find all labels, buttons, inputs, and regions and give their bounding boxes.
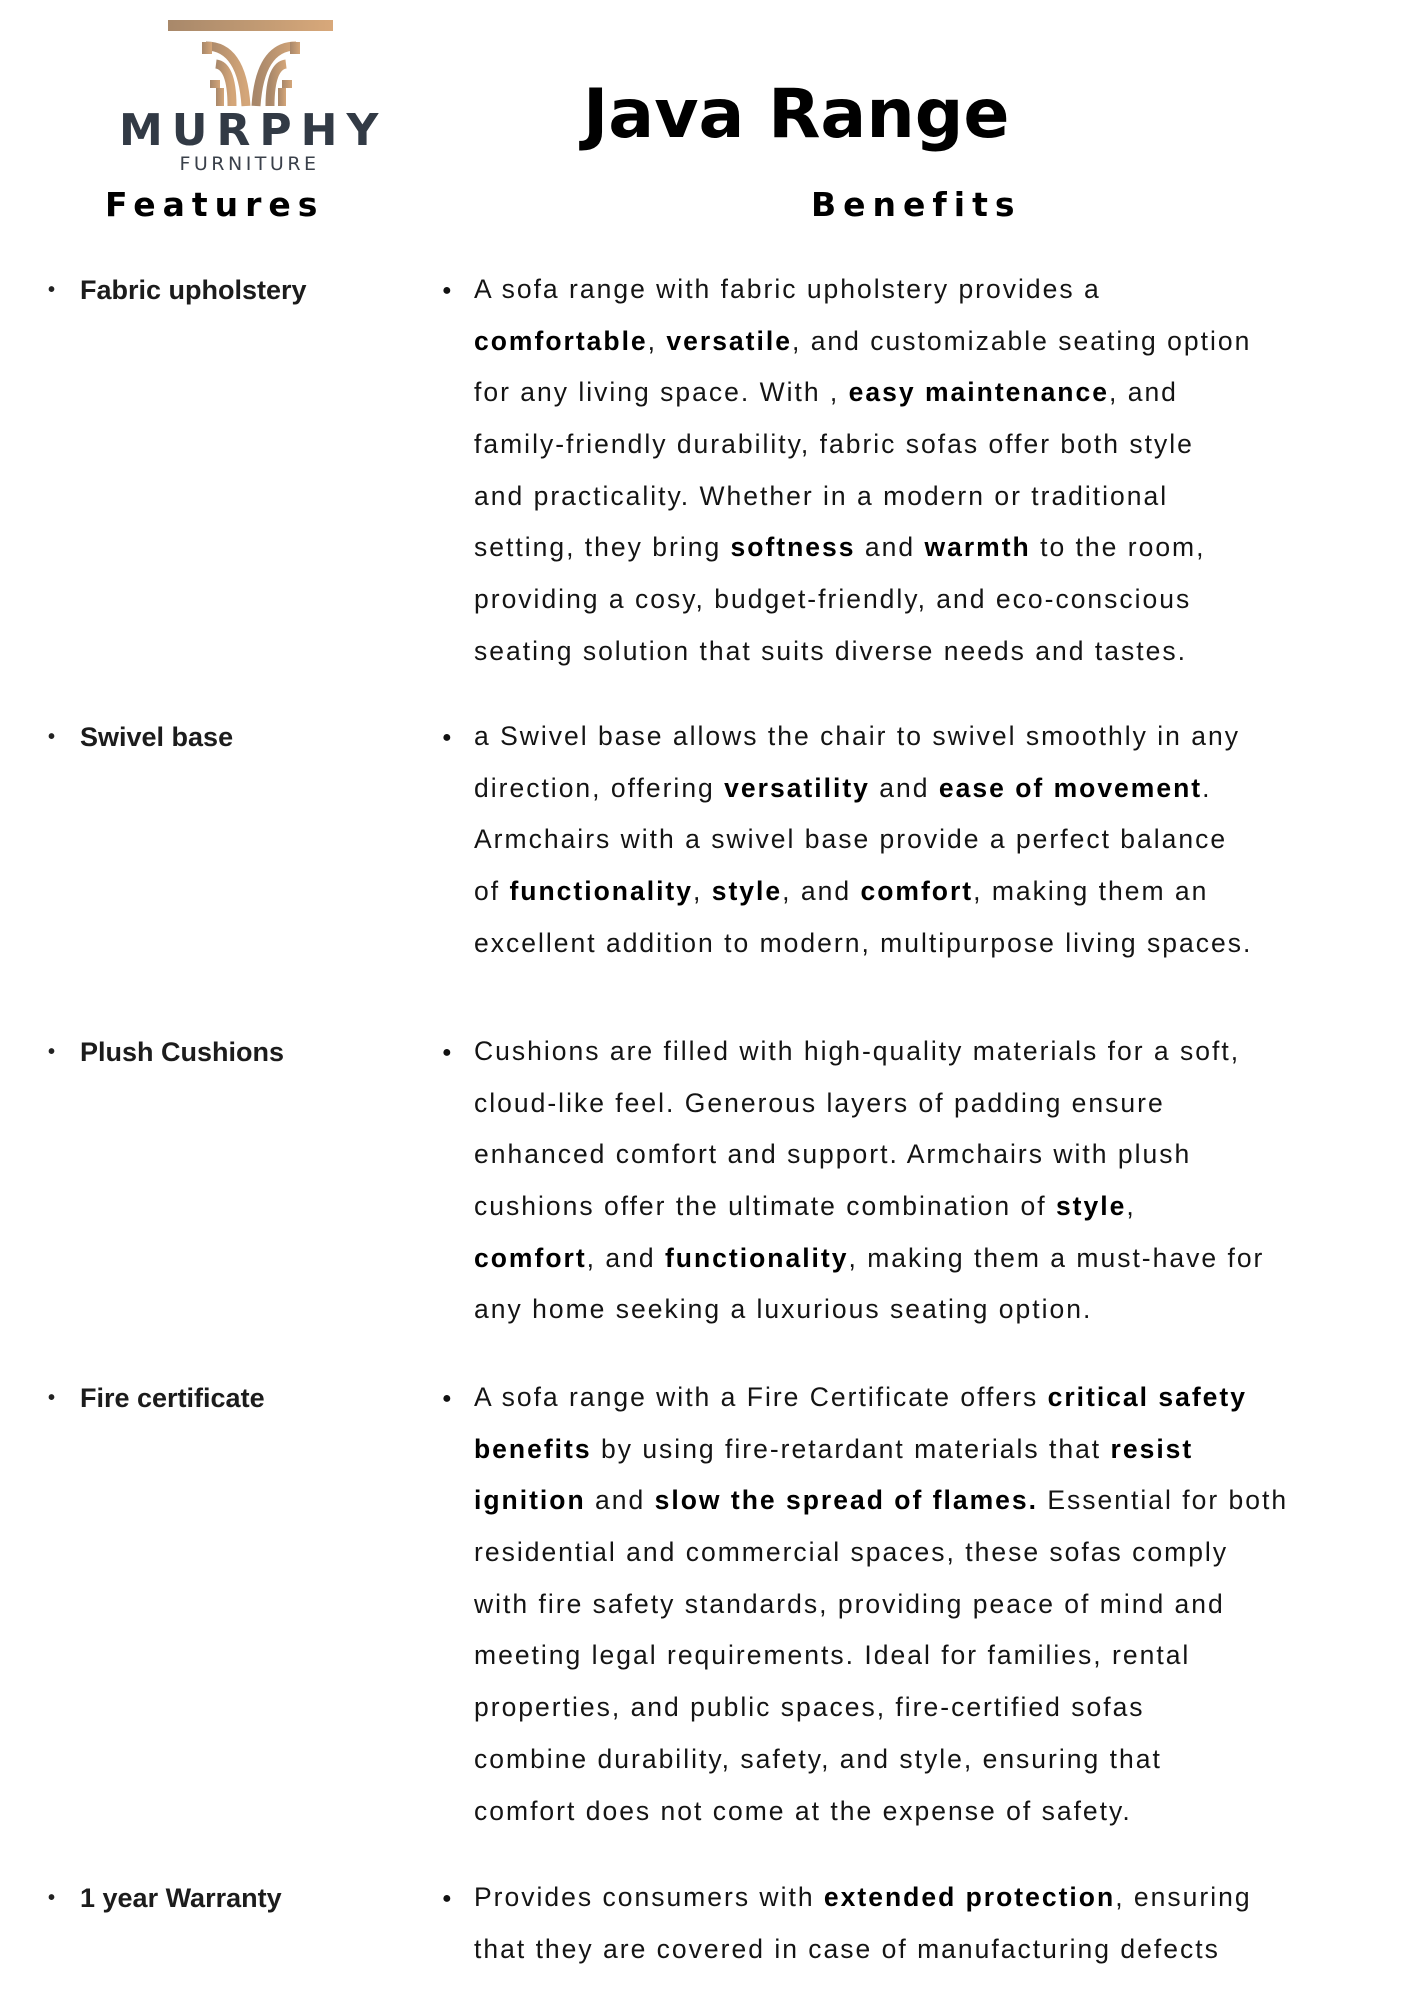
- feature-label: Plush Cushions: [80, 1037, 285, 1067]
- benefit-segment: any home seeking a luxurious seating option.: [474, 1294, 1093, 1325]
- benefit-highlight: functionality: [509, 876, 693, 907]
- benefit-highlight: functionality: [664, 1242, 849, 1273]
- benefit-highlight: slow the spread of flames.: [654, 1485, 1038, 1516]
- benefit-segment: Essential for both: [1037, 1485, 1289, 1516]
- benefit-segment: of: [474, 876, 510, 907]
- benefit-line: [474, 1786, 1414, 1838]
- benefit-line: [474, 1872, 1414, 1924]
- benefit-segment: for any living space. With ,: [474, 377, 849, 408]
- benefit-segment: and: [585, 1485, 655, 1516]
- benefit-line: [474, 814, 1414, 866]
- bullet-icon: •: [48, 726, 56, 748]
- benefit-line: [474, 763, 1414, 815]
- benefit-line: [474, 1630, 1414, 1682]
- benefit-text: [474, 1026, 1414, 1336]
- benefit-line: [474, 918, 1414, 970]
- bullet-icon: •: [48, 1387, 56, 1409]
- benefit-highlight: versatile: [666, 325, 792, 356]
- benefit-segment: that they are covered in case of manufacturing defects: [474, 1933, 1220, 1964]
- benefit-segment: and practicality. Whether in a modern or traditional: [474, 480, 1169, 511]
- feature-item: [44, 711, 233, 766]
- benefit-segment: ,: [647, 325, 667, 356]
- benefit-segment: seating solution that suits diverse needs and tastes.: [474, 635, 1187, 666]
- benefit-highlight: warmth: [924, 532, 1031, 563]
- benefit-line: [474, 1181, 1414, 1233]
- benefit-segment: , and: [1108, 377, 1178, 408]
- benefit-line: [474, 1078, 1414, 1130]
- benefit-line: [474, 1129, 1414, 1181]
- benefit-segment: combine durability, safety, and style, ensuring that: [474, 1743, 1162, 1774]
- benefit-highlight: ignition: [474, 1485, 586, 1516]
- benefit-line: [474, 1424, 1414, 1476]
- benefit-highlight: benefits: [474, 1433, 592, 1464]
- benefit-segment: with fire safety standards, providing peace of mind and: [474, 1588, 1225, 1619]
- benefit-line: [474, 264, 1414, 316]
- brand-subtitle: FURNITURE: [179, 153, 320, 175]
- benefit-highlight: style: [711, 876, 783, 907]
- benefit-line: [474, 574, 1414, 626]
- benefit-segment: , making them a must-have for: [848, 1242, 1265, 1273]
- page-title: Java Range: [583, 75, 1010, 154]
- benefit-line: [474, 522, 1414, 574]
- feature-item: [44, 1872, 282, 1927]
- benefit-segment: .: [1202, 772, 1212, 803]
- benefit-text: [474, 1872, 1414, 1975]
- benefit-segment: providing a cosy, budget-friendly, and eco-conscious: [474, 584, 1192, 615]
- bullet-icon: •: [48, 1887, 56, 1909]
- benefit-segment: , making them an: [973, 876, 1209, 907]
- benefit-highlight: extended protection: [823, 1882, 1116, 1912]
- benefit-line: [474, 626, 1414, 678]
- benefit-segment: setting, they bring: [474, 532, 731, 563]
- bullet-icon: ●: [442, 1044, 452, 1061]
- feature-label: 1 year Warranty: [80, 1883, 282, 1913]
- bullet-icon: •: [48, 1041, 56, 1063]
- benefit-line: [474, 471, 1414, 523]
- benefit-line: [474, 316, 1414, 368]
- bullet-icon: ●: [442, 729, 452, 746]
- benefit-highlight: comfort: [474, 1242, 587, 1273]
- benefit-highlight: ease of movement: [938, 772, 1203, 803]
- logo-bar: [168, 20, 333, 31]
- benefits-heading: Benefits: [811, 185, 1022, 224]
- feature-item: [44, 264, 307, 319]
- bullet-icon: •: [48, 279, 56, 301]
- benefit-segment: by using fire-retardant materials that: [591, 1433, 1111, 1464]
- benefit-line: [474, 1682, 1414, 1734]
- benefit-segment: direction, offering: [474, 772, 725, 803]
- benefit-text: [474, 1372, 1414, 1837]
- benefit-text: [474, 264, 1414, 678]
- benefit-highlight: versatility: [724, 772, 870, 803]
- benefit-line: [474, 866, 1414, 918]
- benefit-segment: , and: [782, 876, 861, 907]
- features-heading: Features: [105, 185, 325, 224]
- benefit-line: [474, 419, 1414, 471]
- benefit-line: [474, 367, 1414, 419]
- bullet-icon: ●: [442, 282, 452, 299]
- bullet-icon: ●: [442, 1390, 452, 1407]
- benefit-line: [474, 1372, 1414, 1424]
- benefit-segment: , and customizable seating option: [791, 325, 1252, 356]
- benefit-highlight: comfort: [860, 876, 974, 907]
- benefit-line: [474, 1734, 1414, 1786]
- benefit-line: [474, 711, 1414, 763]
- benefit-highlight: softness: [730, 532, 856, 563]
- benefit-line: [474, 1527, 1414, 1579]
- benefit-segment: cushions offer the ultimate combination of: [474, 1191, 1056, 1222]
- bullet-icon: ●: [442, 1890, 452, 1907]
- benefit-segment: ,: [1126, 1191, 1136, 1222]
- benefit-segment: to the room,: [1030, 532, 1206, 563]
- benefit-highlight: resist: [1110, 1433, 1194, 1464]
- benefit-segment: cloud-like feel. Generous layers of padding ensure: [474, 1087, 1165, 1118]
- benefit-line: [474, 1026, 1414, 1078]
- benefit-segment: meeting legal requirements. Ideal for families, rental: [474, 1640, 1191, 1671]
- benefit-segment: excellent addition to modern, multipurpose living spaces.: [474, 927, 1253, 958]
- benefit-line: [474, 1579, 1414, 1631]
- benefit-segment: and: [869, 772, 939, 803]
- benefit-segment: family-friendly durability, fabric sofas offer both style: [474, 429, 1194, 460]
- benefit-segment: Armchairs with a swivel base provide a perfect balance: [474, 824, 1228, 855]
- benefit-segment: , ensuring: [1115, 1882, 1252, 1912]
- benefit-highlight: critical safety: [1047, 1382, 1247, 1412]
- benefit-line: [474, 1924, 1414, 1976]
- benefit-segment: A sofa range with a Fire Certificate offers: [474, 1382, 1048, 1412]
- benefit-line: [474, 1233, 1414, 1285]
- logo-emblem-icon: [202, 40, 300, 110]
- benefit-highlight: comfortable: [474, 325, 648, 356]
- benefit-line: [474, 1475, 1414, 1527]
- benefit-segment: ,: [693, 876, 712, 907]
- feature-label: Fire certificate: [80, 1383, 265, 1413]
- benefit-segment: , and: [586, 1242, 665, 1273]
- benefit-text: [474, 711, 1414, 969]
- benefit-segment: enhanced comfort and support. Armchairs with plush: [474, 1139, 1192, 1170]
- feature-label: Fabric upholstery: [80, 275, 307, 305]
- benefit-segment: properties, and public spaces, fire-certified sofas: [474, 1692, 1145, 1723]
- benefit-segment: and: [855, 532, 925, 563]
- brand-logo: [110, 18, 388, 178]
- benefit-segment: a Swivel base allows the chair to swivel smoothly in any: [474, 721, 1240, 751]
- benefit-highlight: easy maintenance: [848, 377, 1109, 408]
- benefit-line: [474, 1284, 1414, 1336]
- benefit-segment: comfort does not come at the expense of safety.: [474, 1795, 1132, 1826]
- brand-name: MURPHY: [119, 105, 388, 156]
- feature-item: [44, 1372, 265, 1427]
- benefit-segment: Provides consumers with: [474, 1882, 824, 1912]
- benefit-segment: Cushions are filled with high-quality materials for a soft,: [474, 1036, 1241, 1066]
- benefit-segment: A sofa range with fabric upholstery provides a: [474, 274, 1101, 304]
- feature-item: [44, 1026, 284, 1081]
- benefit-highlight: style: [1055, 1191, 1127, 1222]
- benefit-segment: residential and commercial spaces, these sofas comply: [474, 1537, 1229, 1568]
- feature-label: Swivel base: [80, 722, 234, 752]
